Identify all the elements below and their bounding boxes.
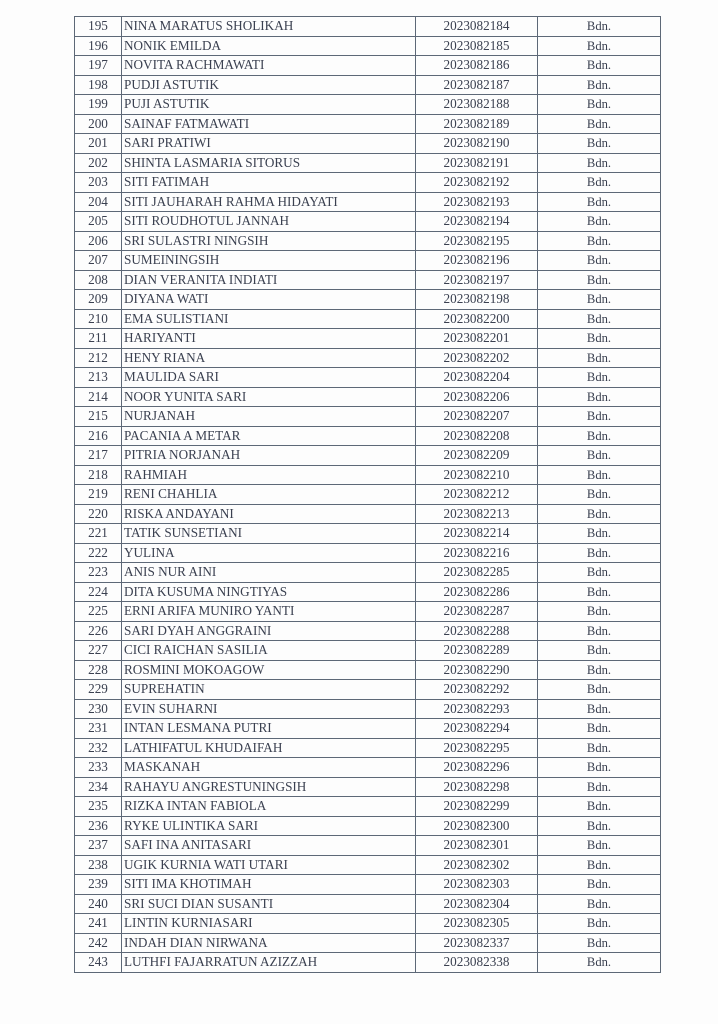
row-number: 215 bbox=[75, 407, 122, 427]
registration-number: 2023082193 bbox=[416, 192, 538, 212]
row-number: 238 bbox=[75, 855, 122, 875]
participant-table bbox=[74, 16, 661, 973]
table-row bbox=[75, 270, 661, 290]
table-row bbox=[75, 212, 661, 232]
category-code: Bdn. bbox=[538, 56, 661, 76]
row-number: 212 bbox=[75, 348, 122, 368]
participant-name: DIYANA WATI bbox=[122, 290, 416, 310]
row-number: 198 bbox=[75, 75, 122, 95]
participant-name: YULINA bbox=[122, 543, 416, 563]
row-number: 197 bbox=[75, 56, 122, 76]
registration-number: 2023082293 bbox=[416, 699, 538, 719]
registration-number: 2023082212 bbox=[416, 485, 538, 505]
row-number: 206 bbox=[75, 231, 122, 251]
registration-number: 2023082304 bbox=[416, 894, 538, 914]
participant-name: HARIYANTI bbox=[122, 329, 416, 349]
row-number: 218 bbox=[75, 465, 122, 485]
table-row bbox=[75, 465, 661, 485]
registration-number: 2023082186 bbox=[416, 56, 538, 76]
registration-number: 2023082302 bbox=[416, 855, 538, 875]
category-code: Bdn. bbox=[538, 231, 661, 251]
registration-number: 2023082296 bbox=[416, 758, 538, 778]
row-number: 196 bbox=[75, 36, 122, 56]
registration-number: 2023082196 bbox=[416, 251, 538, 271]
category-code: Bdn. bbox=[538, 816, 661, 836]
participant-name: NINA MARATUS SHOLIKAH bbox=[122, 17, 416, 37]
registration-number: 2023082184 bbox=[416, 17, 538, 37]
category-code: Bdn. bbox=[538, 368, 661, 388]
row-number: 219 bbox=[75, 485, 122, 505]
participant-name: RISKA ANDAYANI bbox=[122, 504, 416, 524]
row-number: 207 bbox=[75, 251, 122, 271]
registration-number: 2023082197 bbox=[416, 270, 538, 290]
table-row bbox=[75, 933, 661, 953]
row-number: 210 bbox=[75, 309, 122, 329]
participant-name: SARI DYAH ANGGRAINI bbox=[122, 621, 416, 641]
participant-name: SRI SUCI DIAN SUSANTI bbox=[122, 894, 416, 914]
category-code: Bdn. bbox=[538, 914, 661, 934]
table-row bbox=[75, 836, 661, 856]
category-code: Bdn. bbox=[538, 680, 661, 700]
category-code: Bdn. bbox=[538, 602, 661, 622]
participant-name: SITI ROUDHOTUL JANNAH bbox=[122, 212, 416, 232]
row-number: 241 bbox=[75, 914, 122, 934]
category-code: Bdn. bbox=[538, 134, 661, 154]
row-number: 211 bbox=[75, 329, 122, 349]
category-code: Bdn. bbox=[538, 621, 661, 641]
table-row bbox=[75, 153, 661, 173]
table-row bbox=[75, 231, 661, 251]
category-code: Bdn. bbox=[538, 953, 661, 973]
participant-name: SAFI INA ANITASARI bbox=[122, 836, 416, 856]
table-row bbox=[75, 797, 661, 817]
registration-number: 2023082298 bbox=[416, 777, 538, 797]
row-number: 236 bbox=[75, 816, 122, 836]
category-code: Bdn. bbox=[538, 173, 661, 193]
participant-name: ROSMINI MOKOAGOW bbox=[122, 660, 416, 680]
participant-name: NOVITA RACHMAWATI bbox=[122, 56, 416, 76]
registration-number: 2023082289 bbox=[416, 641, 538, 661]
category-code: Bdn. bbox=[538, 524, 661, 544]
category-code: Bdn. bbox=[538, 212, 661, 232]
registration-number: 2023082285 bbox=[416, 563, 538, 583]
participant-name: PUJI ASTUTIK bbox=[122, 95, 416, 115]
registration-number: 2023082338 bbox=[416, 953, 538, 973]
row-number: 227 bbox=[75, 641, 122, 661]
category-code: Bdn. bbox=[538, 504, 661, 524]
participant-name: TATIK SUNSETIANI bbox=[122, 524, 416, 544]
registration-number: 2023082294 bbox=[416, 719, 538, 739]
category-code: Bdn. bbox=[538, 797, 661, 817]
table-row bbox=[75, 660, 661, 680]
registration-number: 2023082286 bbox=[416, 582, 538, 602]
row-number: 208 bbox=[75, 270, 122, 290]
table-row bbox=[75, 75, 661, 95]
registration-number: 2023082305 bbox=[416, 914, 538, 934]
table-row bbox=[75, 407, 661, 427]
participant-name: MAULIDA SARI bbox=[122, 368, 416, 388]
registration-number: 2023082300 bbox=[416, 816, 538, 836]
row-number: 222 bbox=[75, 543, 122, 563]
category-code: Bdn. bbox=[538, 290, 661, 310]
table-row bbox=[75, 17, 661, 37]
registration-number: 2023082187 bbox=[416, 75, 538, 95]
category-code: Bdn. bbox=[538, 875, 661, 895]
participant-name: ANIS NUR AINI bbox=[122, 563, 416, 583]
row-number: 203 bbox=[75, 173, 122, 193]
participant-table-body bbox=[75, 17, 661, 973]
row-number: 201 bbox=[75, 134, 122, 154]
row-number: 229 bbox=[75, 680, 122, 700]
participant-name: SRI SULASTRI NINGSIH bbox=[122, 231, 416, 251]
row-number: 202 bbox=[75, 153, 122, 173]
registration-number: 2023082299 bbox=[416, 797, 538, 817]
row-number: 220 bbox=[75, 504, 122, 524]
participant-name: RIZKA INTAN FABIOLA bbox=[122, 797, 416, 817]
row-number: 195 bbox=[75, 17, 122, 37]
row-number: 223 bbox=[75, 563, 122, 583]
category-code: Bdn. bbox=[538, 329, 661, 349]
category-code: Bdn. bbox=[538, 777, 661, 797]
row-number: 242 bbox=[75, 933, 122, 953]
participant-name: SUMEININGSIH bbox=[122, 251, 416, 271]
registration-number: 2023082290 bbox=[416, 660, 538, 680]
category-code: Bdn. bbox=[538, 582, 661, 602]
category-code: Bdn. bbox=[538, 75, 661, 95]
table-row bbox=[75, 719, 661, 739]
participant-name: SITI FATIMAH bbox=[122, 173, 416, 193]
registration-number: 2023082190 bbox=[416, 134, 538, 154]
table-row bbox=[75, 816, 661, 836]
category-code: Bdn. bbox=[538, 855, 661, 875]
table-row bbox=[75, 680, 661, 700]
participant-name: SARI PRATIWI bbox=[122, 134, 416, 154]
table-row bbox=[75, 777, 661, 797]
category-code: Bdn. bbox=[538, 543, 661, 563]
row-number: 199 bbox=[75, 95, 122, 115]
registration-number: 2023082200 bbox=[416, 309, 538, 329]
registration-number: 2023082301 bbox=[416, 836, 538, 856]
participant-name: NONIK EMILDA bbox=[122, 36, 416, 56]
row-number: 231 bbox=[75, 719, 122, 739]
registration-number: 2023082194 bbox=[416, 212, 538, 232]
table-row bbox=[75, 134, 661, 154]
row-number: 232 bbox=[75, 738, 122, 758]
table-row bbox=[75, 348, 661, 368]
table-row bbox=[75, 485, 661, 505]
row-number: 204 bbox=[75, 192, 122, 212]
table-row bbox=[75, 621, 661, 641]
table-row bbox=[75, 563, 661, 583]
table-row bbox=[75, 446, 661, 466]
table-row bbox=[75, 368, 661, 388]
participant-name: INTAN LESMANA PUTRI bbox=[122, 719, 416, 739]
registration-number: 2023082210 bbox=[416, 465, 538, 485]
category-code: Bdn. bbox=[538, 933, 661, 953]
registration-number: 2023082185 bbox=[416, 36, 538, 56]
registration-number: 2023082188 bbox=[416, 95, 538, 115]
registration-number: 2023082214 bbox=[416, 524, 538, 544]
row-number: 226 bbox=[75, 621, 122, 641]
registration-number: 2023082192 bbox=[416, 173, 538, 193]
category-code: Bdn. bbox=[538, 251, 661, 271]
participant-name: RYKE ULINTIKA SARI bbox=[122, 816, 416, 836]
registration-number: 2023082198 bbox=[416, 290, 538, 310]
participant-name: NOOR YUNITA SARI bbox=[122, 387, 416, 407]
participant-name: EMA SULISTIANI bbox=[122, 309, 416, 329]
row-number: 230 bbox=[75, 699, 122, 719]
participant-name: MASKANAH bbox=[122, 758, 416, 778]
registration-number: 2023082303 bbox=[416, 875, 538, 895]
table-row bbox=[75, 192, 661, 212]
table-row bbox=[75, 251, 661, 271]
row-number: 216 bbox=[75, 426, 122, 446]
table-row bbox=[75, 582, 661, 602]
row-number: 209 bbox=[75, 290, 122, 310]
participant-name: EVIN SUHARNI bbox=[122, 699, 416, 719]
participant-name: PACANIA A METAR bbox=[122, 426, 416, 446]
category-code: Bdn. bbox=[538, 465, 661, 485]
participant-name: SITI IMA KHOTIMAH bbox=[122, 875, 416, 895]
participant-name: UGIK KURNIA WATI UTARI bbox=[122, 855, 416, 875]
table-row bbox=[75, 738, 661, 758]
registration-number: 2023082295 bbox=[416, 738, 538, 758]
registration-number: 2023082209 bbox=[416, 446, 538, 466]
row-number: 214 bbox=[75, 387, 122, 407]
table-row bbox=[75, 855, 661, 875]
category-code: Bdn. bbox=[538, 36, 661, 56]
row-number: 235 bbox=[75, 797, 122, 817]
participant-name: NURJANAH bbox=[122, 407, 416, 427]
table-row bbox=[75, 329, 661, 349]
table-row bbox=[75, 894, 661, 914]
table-row bbox=[75, 914, 661, 934]
row-number: 243 bbox=[75, 953, 122, 973]
table-row bbox=[75, 309, 661, 329]
row-number: 225 bbox=[75, 602, 122, 622]
table-row bbox=[75, 290, 661, 310]
category-code: Bdn. bbox=[538, 348, 661, 368]
table-row bbox=[75, 387, 661, 407]
table-row bbox=[75, 56, 661, 76]
registration-number: 2023082207 bbox=[416, 407, 538, 427]
category-code: Bdn. bbox=[538, 738, 661, 758]
table-row bbox=[75, 758, 661, 778]
registration-number: 2023082206 bbox=[416, 387, 538, 407]
row-number: 221 bbox=[75, 524, 122, 544]
table-row bbox=[75, 426, 661, 446]
category-code: Bdn. bbox=[538, 485, 661, 505]
category-code: Bdn. bbox=[538, 699, 661, 719]
participant-name: SITI JAUHARAH RAHMA HIDAYATI bbox=[122, 192, 416, 212]
row-number: 213 bbox=[75, 368, 122, 388]
registration-number: 2023082189 bbox=[416, 114, 538, 134]
registration-number: 2023082216 bbox=[416, 543, 538, 563]
category-code: Bdn. bbox=[538, 758, 661, 778]
participant-name: RAHAYU ANGRESTUNINGSIH bbox=[122, 777, 416, 797]
row-number: 217 bbox=[75, 446, 122, 466]
participant-name: HENY RIANA bbox=[122, 348, 416, 368]
participant-name: RAHMIAH bbox=[122, 465, 416, 485]
category-code: Bdn. bbox=[538, 894, 661, 914]
category-code: Bdn. bbox=[538, 153, 661, 173]
row-number: 239 bbox=[75, 875, 122, 895]
category-code: Bdn. bbox=[538, 309, 661, 329]
participant-name: PUDJI ASTUTIK bbox=[122, 75, 416, 95]
row-number: 205 bbox=[75, 212, 122, 232]
table-row bbox=[75, 504, 661, 524]
registration-number: 2023082191 bbox=[416, 153, 538, 173]
registration-number: 2023082201 bbox=[416, 329, 538, 349]
category-code: Bdn. bbox=[538, 270, 661, 290]
category-code: Bdn. bbox=[538, 836, 661, 856]
registration-number: 2023082213 bbox=[416, 504, 538, 524]
category-code: Bdn. bbox=[538, 95, 661, 115]
table-row bbox=[75, 602, 661, 622]
participant-name: LATHIFATUL KHUDAIFAH bbox=[122, 738, 416, 758]
row-number: 234 bbox=[75, 777, 122, 797]
table-row bbox=[75, 114, 661, 134]
participant-name: SUPREHATIN bbox=[122, 680, 416, 700]
category-code: Bdn. bbox=[538, 17, 661, 37]
registration-number: 2023082287 bbox=[416, 602, 538, 622]
category-code: Bdn. bbox=[538, 387, 661, 407]
table-row bbox=[75, 173, 661, 193]
category-code: Bdn. bbox=[538, 426, 661, 446]
registration-number: 2023082292 bbox=[416, 680, 538, 700]
row-number: 200 bbox=[75, 114, 122, 134]
participant-name: CICI RAICHAN SASILIA bbox=[122, 641, 416, 661]
registration-number: 2023082288 bbox=[416, 621, 538, 641]
table-row bbox=[75, 543, 661, 563]
registration-number: 2023082208 bbox=[416, 426, 538, 446]
participant-name: PITRIA NORJANAH bbox=[122, 446, 416, 466]
row-number: 228 bbox=[75, 660, 122, 680]
category-code: Bdn. bbox=[538, 407, 661, 427]
participant-name: LUTHFI FAJARRATUN AZIZZAH bbox=[122, 953, 416, 973]
participant-name: INDAH DIAN NIRWANA bbox=[122, 933, 416, 953]
participant-name: DITA KUSUMA NINGTIYAS bbox=[122, 582, 416, 602]
table-row bbox=[75, 953, 661, 973]
category-code: Bdn. bbox=[538, 719, 661, 739]
table-row bbox=[75, 699, 661, 719]
table-row bbox=[75, 641, 661, 661]
participant-name: LINTIN KURNIASARI bbox=[122, 914, 416, 934]
category-code: Bdn. bbox=[538, 563, 661, 583]
participant-name: SAINAF FATMAWATI bbox=[122, 114, 416, 134]
registration-number: 2023082337 bbox=[416, 933, 538, 953]
registration-number: 2023082202 bbox=[416, 348, 538, 368]
table-row bbox=[75, 36, 661, 56]
table-row bbox=[75, 524, 661, 544]
row-number: 237 bbox=[75, 836, 122, 856]
registration-number: 2023082204 bbox=[416, 368, 538, 388]
row-number: 224 bbox=[75, 582, 122, 602]
participant-name: RENI CHAHLIA bbox=[122, 485, 416, 505]
table-row bbox=[75, 875, 661, 895]
category-code: Bdn. bbox=[538, 641, 661, 661]
category-code: Bdn. bbox=[538, 660, 661, 680]
category-code: Bdn. bbox=[538, 114, 661, 134]
participant-name: DIAN VERANITA INDIATI bbox=[122, 270, 416, 290]
registration-number: 2023082195 bbox=[416, 231, 538, 251]
table-row bbox=[75, 95, 661, 115]
row-number: 233 bbox=[75, 758, 122, 778]
participant-name: ERNI ARIFA MUNIRO YANTI bbox=[122, 602, 416, 622]
category-code: Bdn. bbox=[538, 192, 661, 212]
participant-name: SHINTA LASMARIA SITORUS bbox=[122, 153, 416, 173]
category-code: Bdn. bbox=[538, 446, 661, 466]
row-number: 240 bbox=[75, 894, 122, 914]
